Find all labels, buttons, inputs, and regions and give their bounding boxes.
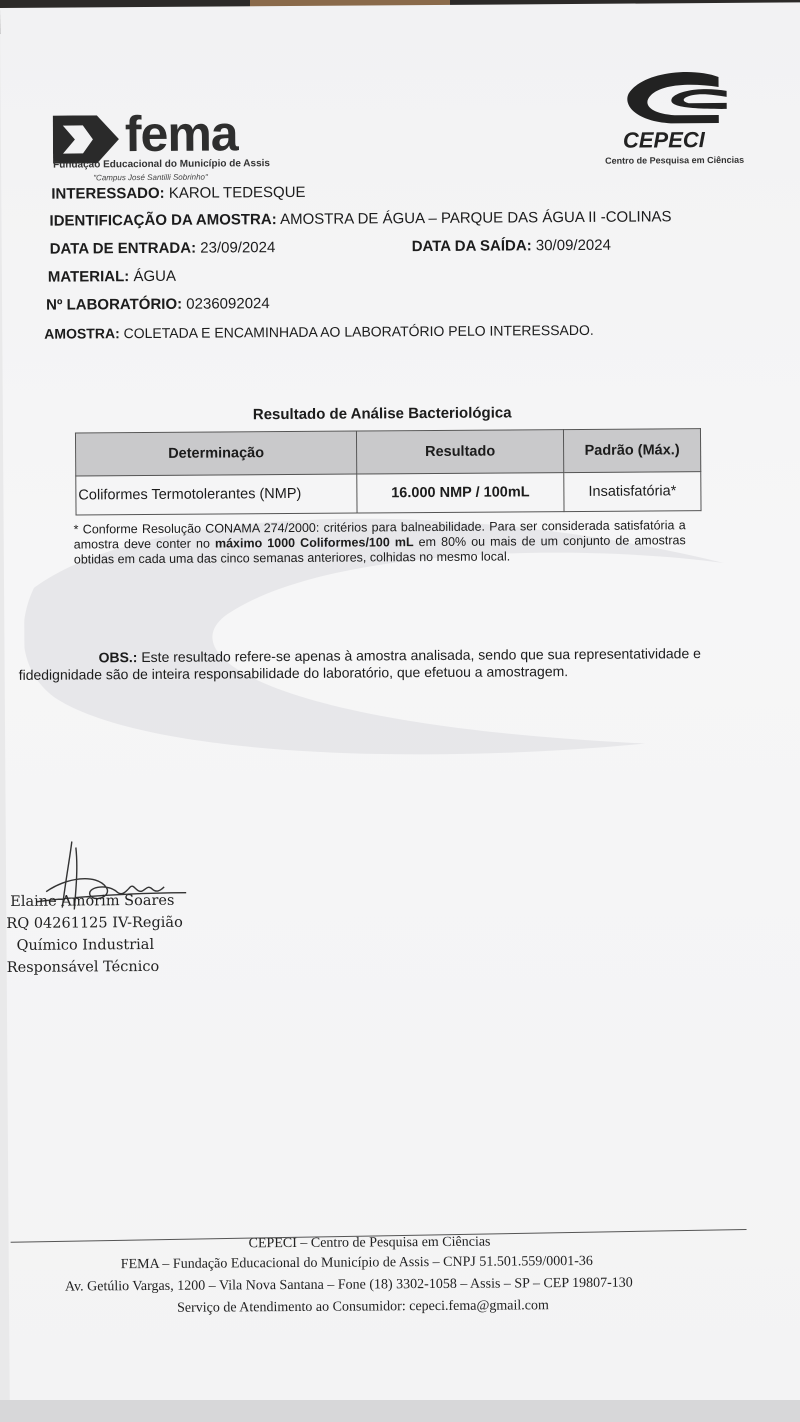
obs-text: Este resultado refere-se apenas à amostra analisada, sendo que sua representatividade e fidedignidade são de inteira responsabilidade do laboratório, que efetuou a amostragem. xyxy=(18,645,701,683)
field-data-saida xyxy=(412,237,611,255)
fema-subtitle: Fundação Educacional do Município de Assis xyxy=(53,158,271,171)
cepeci-wordmark: CEPECI xyxy=(622,127,705,153)
signer-title: Químico Industrial xyxy=(16,936,155,954)
field-value: COLETADA E ENCAMINHADA AO LABORATÓRIO PELO INTERESSADO. xyxy=(123,321,594,342)
field-label: DATA DE ENTRADA: xyxy=(49,239,197,258)
field-label: DATA DA SAÍDA: xyxy=(411,237,532,256)
field-data-entrada xyxy=(50,239,276,258)
footnote-text: * Conforme Resolução CONAMA 274/2000: critérios para balneabilidade. Para ser considerada satisfatória a amostra deve conter no xyxy=(73,518,686,552)
photo-background-bottom xyxy=(0,1400,800,1422)
field-amostra xyxy=(44,322,594,342)
obs-paragraph xyxy=(18,645,738,684)
field-interessado xyxy=(51,184,305,203)
column-header: Determinação xyxy=(75,431,356,476)
field-label: Nº LABORATÓRIO: xyxy=(46,295,183,314)
field-material xyxy=(48,268,176,286)
footnote-bold: máximo 1000 Coliformes/100 mL xyxy=(214,535,414,551)
column-header: Padrão (Máx.) xyxy=(563,429,700,473)
field-label: IDENTIFICAÇÃO DA AMOSTRA: xyxy=(49,211,277,230)
footer-line-2: FEMA – Fundação Educacional do Município de Assis – CNPJ 51.501.559/0001-36 xyxy=(120,1253,593,1273)
footer-line-4: Serviço de Atendimento ao Consumidor: cepeci.fema@gmail.com xyxy=(177,1298,549,1316)
footer-line-3: Av. Getúlio Vargas, 1200 – Vila Nova Santana – Fone (18) 3302-1058 – Assis – SP – CEP 19807-130 xyxy=(64,1275,633,1295)
field-value: ÁGUA xyxy=(133,267,176,286)
fema-emblem-icon xyxy=(53,115,119,163)
cepeci-subtitle: Centro de Pesquisa em Ciências xyxy=(605,154,745,166)
fema-campus: "Campus José Santilli Sobrinho" xyxy=(93,172,208,183)
signer-name: Elaine Amorim Soares xyxy=(10,892,175,910)
field-identificacao xyxy=(49,208,671,229)
footer-line-1: CEPECI – Centro de Pesquisa em Ciências xyxy=(248,1234,491,1252)
document-page xyxy=(0,2,800,1408)
field-label: INTERESSADO: xyxy=(51,184,165,203)
table-header-row xyxy=(75,429,700,476)
field-laboratorio xyxy=(46,295,270,314)
table-row xyxy=(76,472,701,515)
field-value: KAROL TEDESQUE xyxy=(168,183,306,202)
cell-determinacao: Coliformes Termotolerantes (NMP) xyxy=(76,474,357,515)
column-header: Resultado xyxy=(356,430,563,474)
field-label: AMOSTRA: xyxy=(44,325,120,342)
cell-resultado: 16.000 NMP / 100mL xyxy=(357,473,564,513)
field-label: MATERIAL: xyxy=(47,268,130,286)
footnote-text-end: em 80% ou mais de um conjunto de amostras obtidas em cada uma das cinco semanas anteriores, colhidas no mesmo local. xyxy=(73,533,686,567)
field-value: AMOSTRA DE ÁGUA – PARQUE DAS ÁGUA II -COLINAS xyxy=(279,208,672,229)
signer-role: Responsável Técnico xyxy=(6,958,160,976)
field-value: 0236092024 xyxy=(186,295,270,313)
cepeci-logo xyxy=(600,71,761,172)
cell-padrao: Insatisfatória* xyxy=(564,472,701,512)
cepeci-emblem-icon xyxy=(622,71,732,130)
results-table xyxy=(75,428,702,515)
field-value: 23/09/2024 xyxy=(200,239,276,257)
fema-logo xyxy=(53,105,293,188)
results-title: Resultado de Análise Bacteriológica xyxy=(252,404,512,424)
footnote xyxy=(74,518,686,567)
fema-wordmark: fema xyxy=(124,105,238,163)
signer-registry: RQ 04261125 IV-Região xyxy=(6,914,183,932)
obs-label: OBS.: xyxy=(98,649,138,666)
field-value: 30/09/2024 xyxy=(535,236,611,255)
